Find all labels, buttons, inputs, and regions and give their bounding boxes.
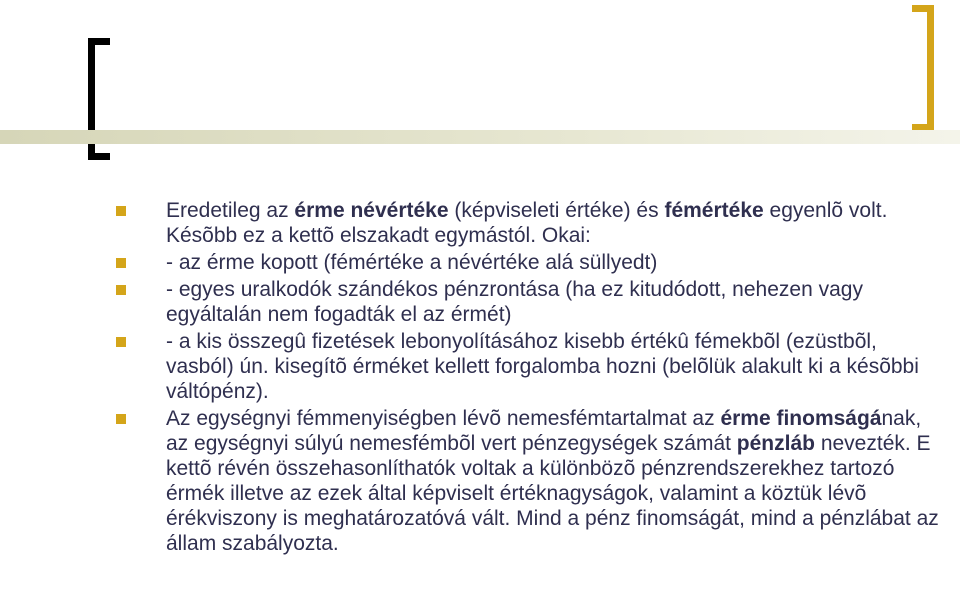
bullet-item	[116, 406, 946, 556]
bullet-text: nak, az egységnyi súlyú nemesfémbõl vert pénzegységek számát	[166, 407, 922, 455]
bullet-list	[116, 198, 946, 558]
right-bracket-decoration	[912, 5, 934, 131]
bullet-text: - az érme kopott (fémértéke a névértéke alá süllyedt)	[166, 251, 658, 274]
bullet-text: nevezték. E kettõ révén összehasonlíthatók voltak a különbözõ pénzrendszerekhez tartozó érmék illetve az ezek által képviselt értéknagyságok, valamint a köztük lévõ érékviszony is meghatározatóvá vált. Mind a pénz finomságát, mind a pénzlábat az állam szabályozta.	[166, 432, 939, 555]
square-bullet-icon	[116, 414, 126, 424]
bullet-text: Eredetileg az	[166, 199, 295, 222]
bold-term: érme névértéke	[294, 199, 449, 222]
header-rule	[0, 130, 960, 144]
bold-term: pénzláb	[736, 432, 815, 455]
bullet-text: - egyes uralkodók szándékos pénzrontása (ha ez kitudódott, nehezen vagy egyáltalán nem fogadták el az érmét)	[166, 278, 863, 326]
bold-term: fémértéke	[664, 199, 764, 222]
bullet-item	[116, 198, 946, 248]
bullet-item	[116, 250, 946, 275]
bold-term: érme finomságá	[720, 407, 882, 430]
square-bullet-icon	[116, 337, 126, 347]
bullet-text: egyenlõ volt. Késõbb ez a kettõ elszakadt egymástól. Okai:	[166, 199, 888, 247]
bullet-text: (képviseleti értéke) és	[448, 199, 665, 222]
square-bullet-icon	[116, 258, 126, 268]
bullet-item	[116, 329, 946, 404]
square-bullet-icon	[116, 206, 126, 216]
bullet-text: - a kis összegû fizetések lebonyolításához kisebb értékû fémekbõl (ezüstbõl, vasból) ún. kisegítõ érméket kellett forgalomba hozni (belõlük alakult ki a késõbbi váltópénz).	[166, 330, 919, 403]
bullet-text: Az egységnyi fémmenyiségben lévõ nemesfémtartalmat az	[166, 407, 721, 430]
bullet-item	[116, 277, 946, 327]
square-bullet-icon	[116, 285, 126, 295]
